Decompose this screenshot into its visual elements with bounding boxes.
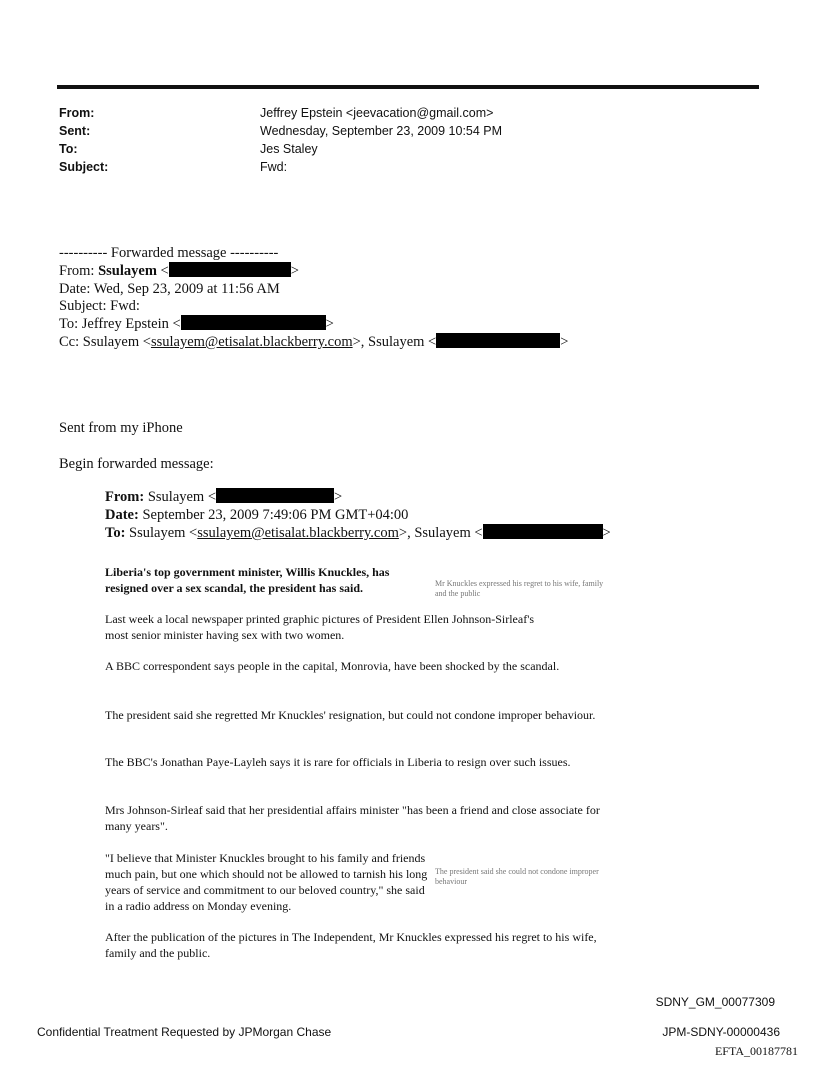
article-paragraph-2: A BBC correspondent says people in the capital, Monrovia, have been shocked by the scandal. bbox=[105, 659, 560, 673]
redaction-box bbox=[169, 262, 291, 277]
redaction-box bbox=[436, 333, 560, 348]
inner-from-value: Ssulayem < bbox=[144, 489, 217, 505]
article-paragraph-4: The BBC's Jonathan Paye-Layleh says it is rare for officials in Liberia to resign over such issues. bbox=[105, 755, 571, 769]
forwarded-from-name: Ssulayem bbox=[98, 263, 157, 279]
inner-to-label: To: bbox=[105, 525, 126, 541]
to-value: Jes Staley bbox=[260, 142, 318, 156]
begin-forwarded: Begin forwarded message: bbox=[59, 456, 214, 472]
photo-caption-1: Mr Knuckles expressed his regret to his wife, family and the public bbox=[435, 579, 604, 598]
inner-to-gt: > bbox=[602, 525, 611, 541]
article-paragraph-7: After the publication of the pictures in The Independent, Mr Knuckles expressed his regret to his wife, family and the public. bbox=[105, 930, 597, 960]
inner-to-mid: >, Ssulayem < bbox=[398, 525, 483, 541]
inner-from-label: From: bbox=[105, 489, 145, 505]
forwarded-cc-mid: >, Ssulayem < bbox=[352, 334, 437, 350]
bates-number-3: EFTA_00187781 bbox=[714, 1044, 798, 1058]
forwarded-from-lt: < bbox=[156, 263, 169, 279]
inner-to-prefix: Ssulayem < bbox=[125, 525, 198, 541]
sent-from-iphone: Sent from my iPhone bbox=[59, 420, 183, 436]
article-paragraph-5: Mrs Johnson-Sirleaf said that her presidential affairs minister "has been a friend and close associate for many years". bbox=[105, 803, 600, 833]
forwarded-from bbox=[59, 262, 299, 280]
forwarded-cc bbox=[59, 333, 568, 351]
confidential-footer: Confidential Treatment Requested by JPMorgan Chase bbox=[37, 1025, 332, 1039]
article-paragraph-3: The president said she regretted Mr Knuckles' resignation, but could not condone improper behaviour. bbox=[105, 708, 596, 722]
redaction-box bbox=[483, 524, 603, 539]
forwarded-date: Date: Wed, Sep 23, 2009 at 11:56 AM bbox=[59, 281, 280, 297]
bates-number-2: JPM-SDNY-00000436 bbox=[662, 1025, 780, 1039]
inner-to bbox=[105, 524, 611, 542]
article-headline: Liberia's top government minister, Willis Knuckles, has resigned over a sex scandal, the president has said. bbox=[105, 565, 390, 595]
forwarded-to-gt: > bbox=[325, 316, 334, 332]
bates-number-1: SDNY_GM_00077309 bbox=[655, 995, 775, 1009]
article-paragraph-1: Last week a local newspaper printed graphic pictures of President Ellen Johnson-Sirleaf's most senior minister having sex with two women. bbox=[105, 612, 535, 642]
forwarded-divider: ---------- Forwarded message ---------- bbox=[59, 245, 279, 261]
forwarded-from-prefix: From: bbox=[59, 263, 99, 279]
forwarded-from-gt: > bbox=[290, 263, 299, 279]
forwarded-to-prefix: To: Jeffrey Epstein < bbox=[59, 316, 181, 332]
inner-date-value: September 23, 2009 7:49:06 PM GMT+04:00 bbox=[138, 507, 409, 523]
subject-label: Subject: bbox=[59, 160, 109, 174]
article-paragraph-6: "I believe that Minister Knuckles brought to his family and friends much pain, but one which should not be allowed to tarnish his long years of service and commitment to our beloved country," she said in a radio address on Monday evening. bbox=[105, 851, 428, 913]
cc-email-link[interactable]: ssulayem@etisalat.blackberry.com bbox=[150, 334, 353, 350]
header-rule bbox=[57, 85, 759, 89]
photo-caption-2: The president said she could not condone improper behaviour bbox=[435, 867, 599, 886]
forwarded-to bbox=[59, 315, 334, 333]
to-label: To: bbox=[59, 142, 78, 156]
forwarded-cc-gt: > bbox=[560, 334, 569, 350]
forwarded-subject: Subject: Fwd: bbox=[59, 298, 140, 314]
redaction-box bbox=[216, 488, 334, 503]
inner-date-label: Date: bbox=[105, 507, 139, 523]
inner-date bbox=[105, 506, 408, 524]
forwarded-cc-prefix: Cc: Ssulayem < bbox=[59, 334, 151, 350]
from-value: Jeffrey Epstein <jeevacation@gmail.com> bbox=[260, 106, 494, 120]
inner-from-gt: > bbox=[334, 489, 343, 505]
sent-label: Sent: bbox=[59, 124, 91, 138]
sent-value: Wednesday, September 23, 2009 10:54 PM bbox=[260, 124, 503, 138]
redaction-box bbox=[181, 315, 326, 330]
inner-from bbox=[105, 488, 342, 506]
from-label: From: bbox=[59, 106, 95, 120]
subject-value: Fwd: bbox=[260, 160, 288, 174]
inner-to-email-link[interactable]: ssulayem@etisalat.blackberry.com bbox=[197, 525, 399, 541]
